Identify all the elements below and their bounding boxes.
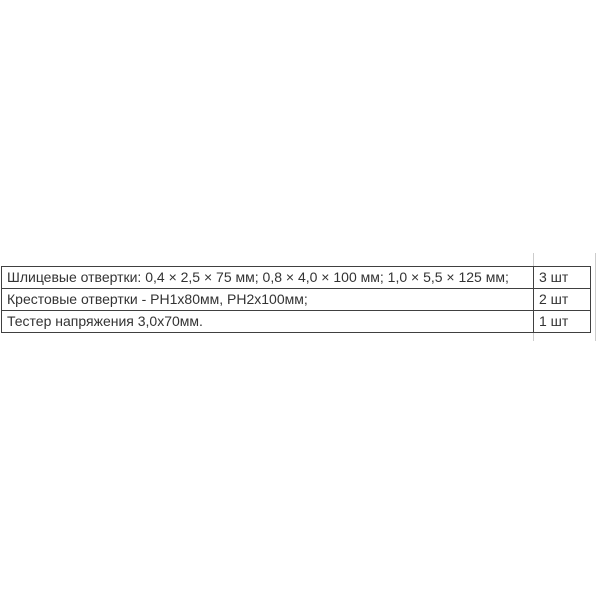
item-quantity-cell: 2 шт xyxy=(534,289,591,311)
item-quantity-cell: 1 шт xyxy=(534,311,591,333)
item-description-cell: Тестер напряжения 3,0x70мм. xyxy=(2,311,534,333)
product-specs-table xyxy=(1,266,591,333)
table-row xyxy=(2,289,591,311)
item-description-cell: Крестовые отвертки - PH1x80мм, PH2x100мм; xyxy=(2,289,534,311)
table-right-guide-line xyxy=(595,253,596,341)
table-row xyxy=(2,267,591,289)
item-description-cell: Шлицевые отвертки: 0,4 × 2,5 × 75 мм; 0,8 × 4,0 × 100 мм; 1,0 × 5,5 × 125 мм; xyxy=(2,267,534,289)
table-row xyxy=(2,311,591,333)
item-quantity-cell: 3 шт xyxy=(534,267,591,289)
